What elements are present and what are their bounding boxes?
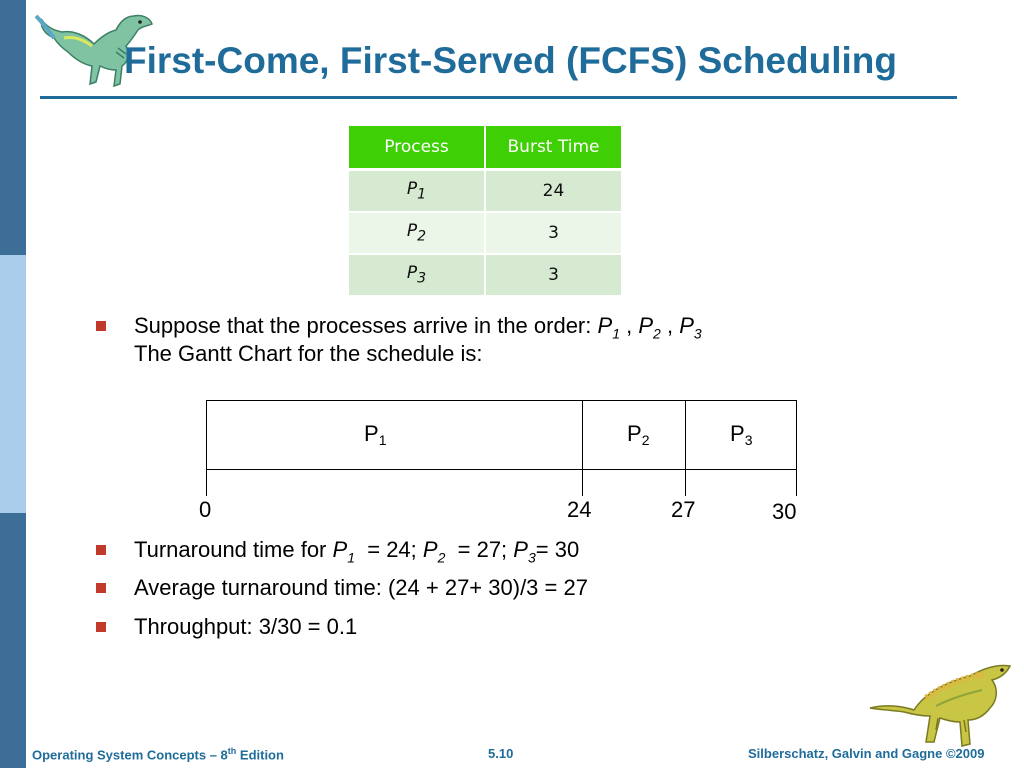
- footer-book-title: Operating System Concepts – 8th Edition: [32, 746, 284, 763]
- bullet-square-icon: [96, 622, 106, 632]
- table-header-burst-time: Burst Time: [485, 126, 622, 170]
- table-row: [349, 170, 622, 213]
- table-cell-burst: 3: [485, 254, 622, 296]
- table-row: [349, 254, 622, 296]
- gantt-bar: [206, 400, 797, 470]
- left-accent-bar-light: [0, 255, 26, 513]
- gantt-divider: [582, 400, 583, 496]
- gantt-divider: [206, 400, 207, 496]
- table-header-process: Process: [349, 126, 485, 170]
- table-cell-process: $P_1$: [349, 170, 485, 213]
- table-header-row: [349, 126, 622, 170]
- gantt-tick-label: 27: [671, 497, 696, 522]
- slide-title: First-Come, First-Served (FCFS) Scheduling: [124, 40, 897, 81]
- gantt-segment-label: $P_1$: [364, 421, 387, 448]
- footer-slide-number: 5.10: [488, 746, 514, 761]
- table-cell-process: $P_2$: [349, 212, 485, 254]
- footer-copyright: Silberschatz, Galvin and Gagne ©2009: [748, 746, 985, 761]
- bullet-square-icon: [96, 583, 106, 593]
- bullet-square-icon: [96, 545, 106, 555]
- gantt-tick-label: 24: [567, 497, 592, 522]
- title-underline: [40, 96, 957, 99]
- table-cell-burst: 24: [485, 170, 622, 213]
- bullet-text: Suppose that the processes arrive in the order:: [134, 313, 592, 338]
- gantt-divider: [796, 400, 797, 496]
- bullet-text-line2: The Gantt Chart for the schedule is:: [134, 341, 483, 366]
- gantt-divider: [685, 400, 686, 496]
- gantt-tick-label: 30: [772, 499, 797, 524]
- table-cell-burst: 3: [485, 212, 622, 254]
- process-table: [349, 126, 623, 297]
- gantt-segment-label: $P_3$: [730, 421, 753, 448]
- gantt-tick-label: 0: [199, 497, 212, 522]
- gantt-segment-label: $P_2$: [627, 421, 650, 448]
- table-cell-process: $P_3$: [349, 254, 485, 296]
- dinosaur-illustration-icon: [866, 660, 1016, 760]
- table-row: [349, 212, 622, 254]
- bullet-square-icon: [96, 321, 106, 331]
